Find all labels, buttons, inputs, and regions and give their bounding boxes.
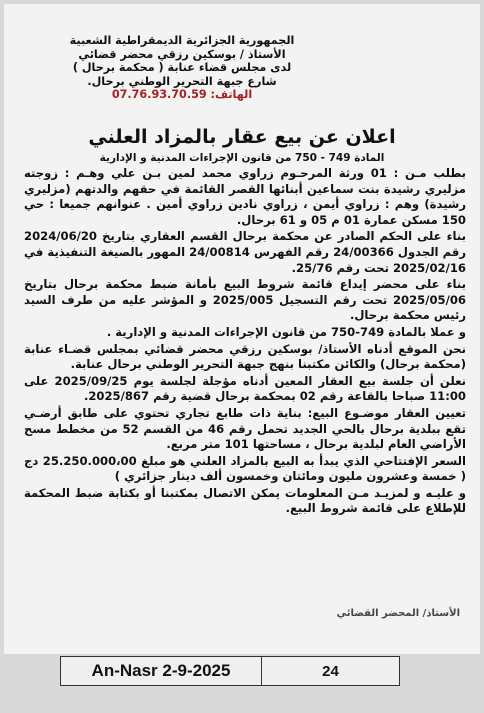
paragraph: تعيين العقار موضـوع البيع: بناية ذات طابع تجاري تحتوي على طابق أرضـي تقع ببلدية برحال بالحي الجديد تحمل رقم 46 من القسم 52 من مخطط مسح الأراضي العام لبلدية برحال ، مساحتها 101 متر مربع. xyxy=(24,405,466,452)
paragraph: نحن الموقع أدناه الأستاذ/ بوسكين رزقي محضر قضائي بمجلس قضـاء عنابة (محكمة برحال) والكائن مكتبنا بنهج جبهة التحرير الوطني برحال عنابة. xyxy=(24,341,466,372)
paragraph: و عملا بالمادة 749-750 من قانون الإجراءات المدنية و الإدارية . xyxy=(106,324,466,339)
notice-body xyxy=(24,166,466,517)
paragraph: بناء على محضر إيداع قائمة شروط البيع بأمانة ضبط محكمة برحال بتاريخ 2025/05/06 تحت رقم التسجيل 2025/005 و المؤشر عليه من طرف السيد رئيس محكمة برحال. xyxy=(24,277,466,323)
header-line: شارع جبهة التحرير الوطني برحال. xyxy=(87,74,277,88)
notice-title: اعلان عن بيع عقار بالمزاد العلني xyxy=(88,126,396,148)
publication-footer xyxy=(60,656,400,686)
legal-notice xyxy=(4,4,480,654)
header-line: الأستاذ / بوسكين رزقي محضر قضائي xyxy=(78,47,286,61)
paragraph: و عليـه و لمزيـد مـن المعلومات يمكن الاتصال بمكتبنا أو بكتابة ضبط المحكمة للإطلاع على قائمة شروط البيع. xyxy=(24,485,466,516)
bailiff-header xyxy=(62,34,302,102)
paragraph: نعلن أن جلسة بيع العقار المعين أدناه مؤجلة لجلسة يوم 2025/09/25 على 11:00 صباحا بالقاعة رقم 02 بمحكمة برحال قضية رقم 2025/867. xyxy=(24,373,466,404)
paragraph: بناء على الحكم الصادر عن محكمة برحال القسم العقاري بتاريخ 2024/06/20 رقم الجدول 24/00366 رقم الفهرس 24/00814 المهور بالصيغة التنفيذية في 2025/02/16 تحت رقم 25/76. xyxy=(24,229,466,275)
publication-date: An-Nasr 2-9-2025 xyxy=(61,657,262,685)
paragraph: السعر الإفتتاحي الذي يبدأ به البيع بالمزاد العلني هو مبلغ 25.250.000،00 دج ( خمسة وعشرون مليون ومائتان وخمسون ألف دينار جزائري ) xyxy=(24,453,466,484)
paragraph: بطلب مـن : 01 ورثة المرحـوم زراوي محمد لمين بـن علي وهـم : زوجته مزليري رشيدة بنت سماعين أبنائها القصر القائمة في حقهم والدتهم (مزليري رشيدة) وهم : زراوي أيمن ، زراوي نادين زراوي أمين . عنوانهم جميعا : حي 150 مسكن عمارة 01 م 05 و 61 برحال. xyxy=(24,166,466,227)
header-phone: الهاتف: 07.76.93.70.59 xyxy=(111,88,253,102)
header-line: لدى مجلس قضاء عنابة ( محكمة برحال ) xyxy=(72,61,292,75)
signature: الأستاذ/ المحضر القضائي xyxy=(336,608,460,619)
page-number: 24 xyxy=(322,662,339,680)
notice-subtitle: المادة 749 - 750 من قانون الإجراءات المدنية و الإدارية xyxy=(99,152,385,164)
header-line: الجمهورية الجزائرية الديمقراطية الشعبية xyxy=(69,34,295,47)
